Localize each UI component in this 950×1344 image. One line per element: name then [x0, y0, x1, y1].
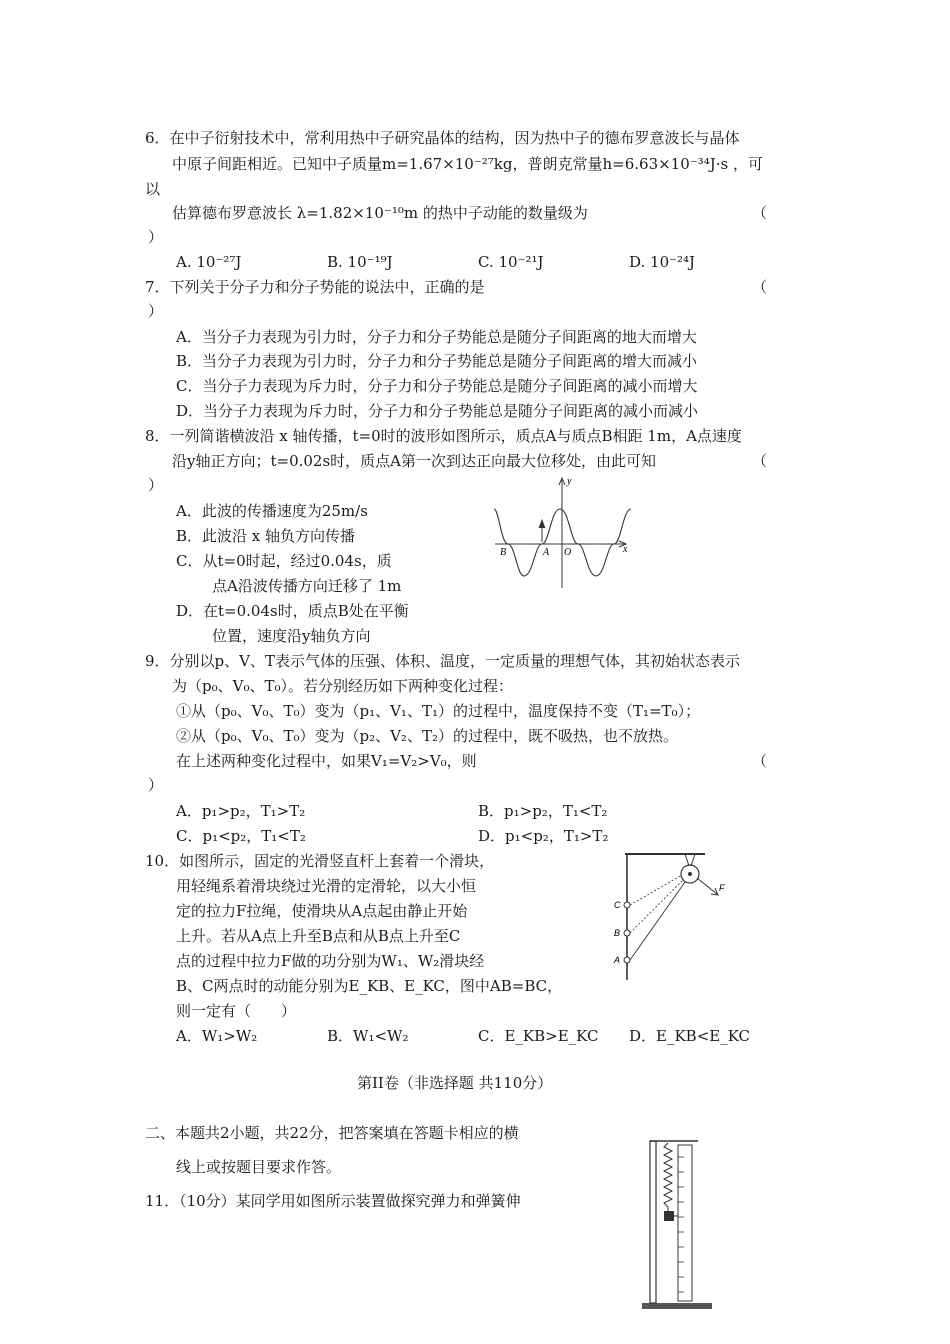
q6-line-2: 中原子间距相近。已知中子质量m=1.67×10⁻²⁷kg，普朗克常量h=6.63×10⁻³⁴J·s ，可: [172, 155, 763, 173]
pulley-axle: [688, 872, 692, 876]
spring-apparatus-figure: [638, 1137, 718, 1317]
q8-line-2: 沿y轴正方向；t=0.02s时，质点A第一次到达正向最大位移处，由此可知: [172, 452, 657, 470]
rope-to-force: [697, 878, 717, 894]
q7-bracket-close: ）: [148, 302, 164, 320]
q8-bracket-open: （: [752, 452, 768, 470]
wave-figure: [485, 472, 645, 590]
q9-line-5: 在上述两种变化过程中，如果V₁=V₂>V₀，则: [176, 752, 477, 770]
q9-bracket-open: （: [752, 752, 768, 770]
velocity-arrow-head-icon: [539, 520, 545, 528]
q9-option-b: B．p₁>p₂，T₁<T₂: [478, 802, 608, 820]
q8-option-a: A．此波的传播速度为25m/s: [176, 502, 368, 520]
q8-line-1: 8．一列简谐横波沿 x 轴传播，t=0时的波形如图所示，质点A与质点B相距 1m，A点速度: [145, 427, 742, 445]
rope-from-c: [630, 875, 682, 905]
q10-option-d: D．E_KB<E_KC: [629, 1027, 751, 1045]
q10-line-2: 用轻绳系着滑块绕过光滑的定滑轮，以大小恒: [176, 877, 477, 895]
origin-label: O: [564, 547, 572, 558]
q9-line-4: ②从（p₀、V₀、T₀）变为（p₂、V₂、T₂）的过程中，既不吸热，也不放热。: [176, 727, 678, 745]
y-axis-label: y: [567, 476, 572, 487]
section-2-line-1: 二、本题共2小题，共22分，把答案填在答题卡相应的横: [145, 1124, 519, 1142]
point-b-label: B: [500, 547, 507, 558]
q6-option-b: B. 10⁻¹⁹J: [327, 253, 393, 271]
q10-line-1: 10．如图所示，固定的光滑竖直杆上套着一个滑块，: [145, 852, 495, 870]
q8-option-c-2: 点A沿波传播方向迁移了 1m: [212, 577, 402, 595]
point-a-label: A: [543, 547, 550, 558]
q9-option-d: D．p₁<p₂，T₁>T₂: [478, 827, 609, 845]
q6-option-d: D. 10⁻²⁴J: [629, 253, 696, 271]
q9-line-3: ①从（p₀、V₀、T₀）变为（p₁、V₁、T₁）的过程中，温度保持不变（T₁=T₀）；: [176, 702, 701, 720]
q7-bracket-open: （: [752, 278, 768, 296]
q7-stem: 7．下列关于分子力和分子势能的说法中，正确的是: [145, 278, 485, 296]
q6-option-a: A. 10⁻²⁷J: [176, 253, 242, 271]
q8-option-c-1: C．从t=0时起，经过0.04s，质: [176, 552, 392, 570]
q6-bracket-close: ）: [148, 228, 164, 246]
q10-option-b: B．W₁<W₂: [327, 1027, 409, 1045]
rope-from-a: [630, 882, 685, 960]
q10-line-3: 定的拉力F拉绳，使滑块从A点起由静止开始: [176, 902, 468, 920]
q7-option-b: B．当分子力表现为引力时，分子力和分子势能总是随分子间距离的增大而减小: [176, 352, 698, 370]
x-axis-label: x: [623, 544, 628, 555]
q6-line-4: 估算德布罗意波长 λ=1.82×10⁻¹⁰m 的热中子动能的数量级为: [172, 204, 588, 222]
q10-line-4: 上升。若从A点上升至B点和从B点上升至C: [176, 927, 461, 945]
pulley-figure: [605, 848, 735, 983]
q7-option-d: D．当分子力表现为斥力时，分子力和分子势能总是随分子间距离的减小而减小: [176, 402, 699, 420]
apparatus-base: [642, 1303, 712, 1309]
q10-option-c: C．E_KB>E_KC: [478, 1027, 599, 1045]
q10-option-a: A．W₁>W₂: [176, 1027, 258, 1045]
q9-bracket-close: ）: [148, 776, 164, 794]
q11-line-1: 11．（10分）某同学用如图所示装置做探究弹力和弹簧伸: [145, 1192, 521, 1210]
pulley-support-2: [691, 854, 695, 866]
q7-option-a: A．当分子力表现为引力时，分子力和分子势能总是随分子间距离的地大而增大: [176, 328, 697, 346]
q9-option-a: A．p₁>p₂，T₁>T₂: [176, 802, 306, 820]
q6-line-1: 6．在中子衍射技术中，常利用热中子研究晶体的结构，因为热中子的德布罗意波长与晶体: [145, 129, 740, 147]
q9-option-c: C．p₁<p₂，T₁<T₂: [176, 827, 306, 845]
point-b-label: B: [614, 928, 621, 938]
q9-line-1: 9．分别以p、V、T表示气体的压强、体积、温度，一定质量的理想气体，其初始状态表示: [145, 652, 740, 670]
q10-line-5: 点的过程中拉力F做的功分别为W₁、W₂滑块经: [176, 952, 485, 970]
hanging-weight: [664, 1211, 674, 1221]
ruler: [678, 1145, 692, 1301]
q9-line-2: 为（p₀、V₀、T₀）。若分别经历如下两种变化过程：: [172, 677, 513, 695]
point-b-marker: [624, 930, 630, 936]
q8-bracket-close: ）: [148, 476, 164, 494]
pulley-support: [685, 854, 689, 866]
q6-option-c: C. 10⁻²¹J: [478, 253, 544, 271]
q6-line-3: 以: [145, 180, 161, 198]
q10-line-6: B、C两点时的动能分别为E_KB、E_KC，图中AB=BC，: [176, 977, 563, 995]
point-c-marker: [624, 902, 630, 908]
section-2-title: 第II卷（非选择题 共110分）: [357, 1074, 553, 1092]
q8-option-b: B．此波沿 x 轴负方向传播: [176, 527, 356, 545]
point-a-label: A: [614, 955, 621, 965]
q8-option-d-2: 位置，速度沿y轴负方向: [212, 627, 371, 645]
section-2-line-2: 线上或按题目要求作答。: [176, 1158, 342, 1176]
point-a-marker: [624, 957, 630, 963]
spring: [664, 1143, 672, 1207]
q10-line-7: 则一定有（ ）: [176, 1002, 297, 1020]
q8-option-d-1: D．在t=0.04s时，质点B处在平衡: [176, 602, 409, 620]
q6-bracket-open: （: [752, 204, 768, 222]
q7-option-c: C．当分子力表现为斥力时，分子力和分子势能总是随分子间距离的减小而增大: [176, 377, 698, 395]
frame-post: [650, 1141, 656, 1303]
force-label: F: [719, 883, 725, 893]
rope-from-b: [630, 880, 683, 933]
point-c-label: C: [614, 900, 621, 910]
